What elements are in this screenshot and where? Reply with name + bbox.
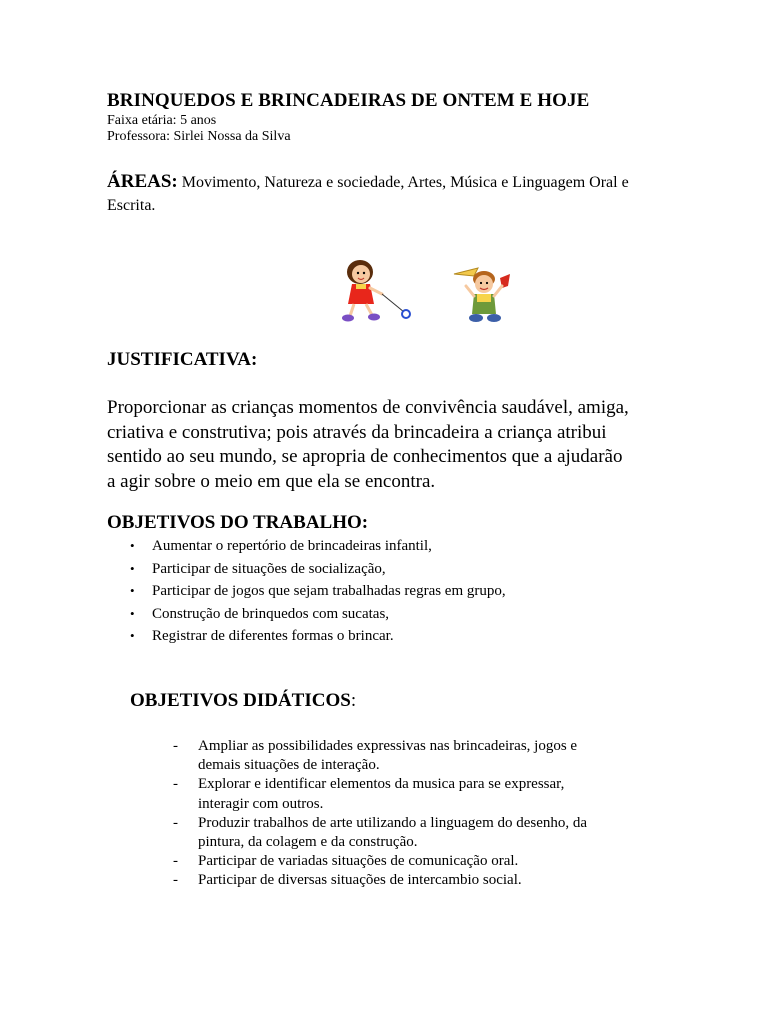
dash-icon: - (173, 853, 178, 870)
list-item-text: Participar de jogos que sejam trabalhadas regras em grupo, (152, 583, 506, 600)
bullet-icon: • (130, 538, 135, 553)
list-item-line: Ampliar as possibilidades expressivas nas brincadeiras, jogos e (198, 738, 578, 754)
objetivos-trabalho-list (130, 535, 506, 648)
justificativa-line: a agir sobre o meio em que ela se encontra. (107, 470, 436, 492)
justificativa-heading: JUSTIFICATIVA: (107, 349, 258, 370)
list-item-line: demais situações de interação. (198, 757, 380, 774)
areas-paragraph (107, 170, 667, 217)
list-item-line: Participar de variadas situações de comunicação oral. (198, 853, 519, 870)
objetivos-didaticos-heading (130, 690, 356, 712)
list-item (173, 852, 587, 871)
document-title: BRINQUEDOS E BRINCADEIRAS DE ONTEM E HOJE (107, 90, 590, 111)
areas-text: Movimento, Natureza e sociedade, Artes, Música e Linguagem Oral e Escrita. (107, 174, 629, 214)
bullet-icon: • (130, 628, 135, 644)
dash-icon: - (173, 872, 178, 889)
bullet-icon: • (130, 560, 135, 576)
list-item-line: pintura, da colagem e da construção. (198, 834, 418, 851)
list-item (130, 580, 506, 603)
list-item (173, 775, 587, 813)
objetivos-didaticos-heading-text: OBJETIVOS DIDÁTICOS (130, 690, 351, 711)
list-item (173, 737, 587, 775)
list-item-line: Participar de diversas situações de intercambio social. (198, 872, 522, 889)
list-item (173, 814, 587, 852)
list-item (130, 603, 506, 626)
heading-colon: : (350, 690, 357, 711)
list-item-text: Participar de situações de socialização, (152, 560, 386, 577)
dash-icon: - (173, 814, 178, 831)
justificativa-line: sentido ao seu mundo, se apropria de conhecimentos que a ajudarão (107, 446, 623, 467)
boy-with-toys-icon (452, 264, 518, 326)
bullet-icon: • (130, 583, 135, 599)
list-item (130, 625, 506, 648)
list-item-text: Aumentar o repertório de brincadeiras infantil, (152, 538, 432, 554)
list-item (173, 871, 587, 890)
age-range: Faixa etária: 5 anos (107, 113, 217, 128)
dash-icon: - (173, 738, 178, 754)
justificativa-paragraph (107, 396, 687, 494)
list-item (130, 558, 506, 581)
dash-icon: - (173, 776, 178, 793)
teacher-name: Professora: Sirlei Nossa da Silva (107, 129, 291, 144)
list-item-line: Produzir trabalhos de arte utilizando a linguagem do desenho, da (198, 814, 588, 831)
list-item (130, 535, 506, 558)
justificativa-line: Proporcionar as crianças momentos de convivência saudável, amiga, (107, 397, 629, 418)
bullet-icon: • (130, 605, 135, 621)
list-item-line: interagir com outros. (198, 795, 324, 812)
justificativa-line: criativa e construtiva; pois através da brincadeira a criança atribui (107, 421, 607, 443)
areas-label: ÁREAS: (107, 171, 178, 192)
list-item-text: Registrar de diferentes formas o brincar. (152, 628, 394, 645)
list-item-text: Construção de brinquedos com sucatas, (152, 605, 390, 622)
objetivos-didaticos-list (173, 737, 587, 891)
objetivos-trabalho-heading: OBJETIVOS DO TRABALHO: (107, 512, 369, 533)
girl-playing-icon (338, 258, 416, 326)
list-item-line: Explorar e identificar elementos da musica para se expressar, (198, 776, 565, 793)
